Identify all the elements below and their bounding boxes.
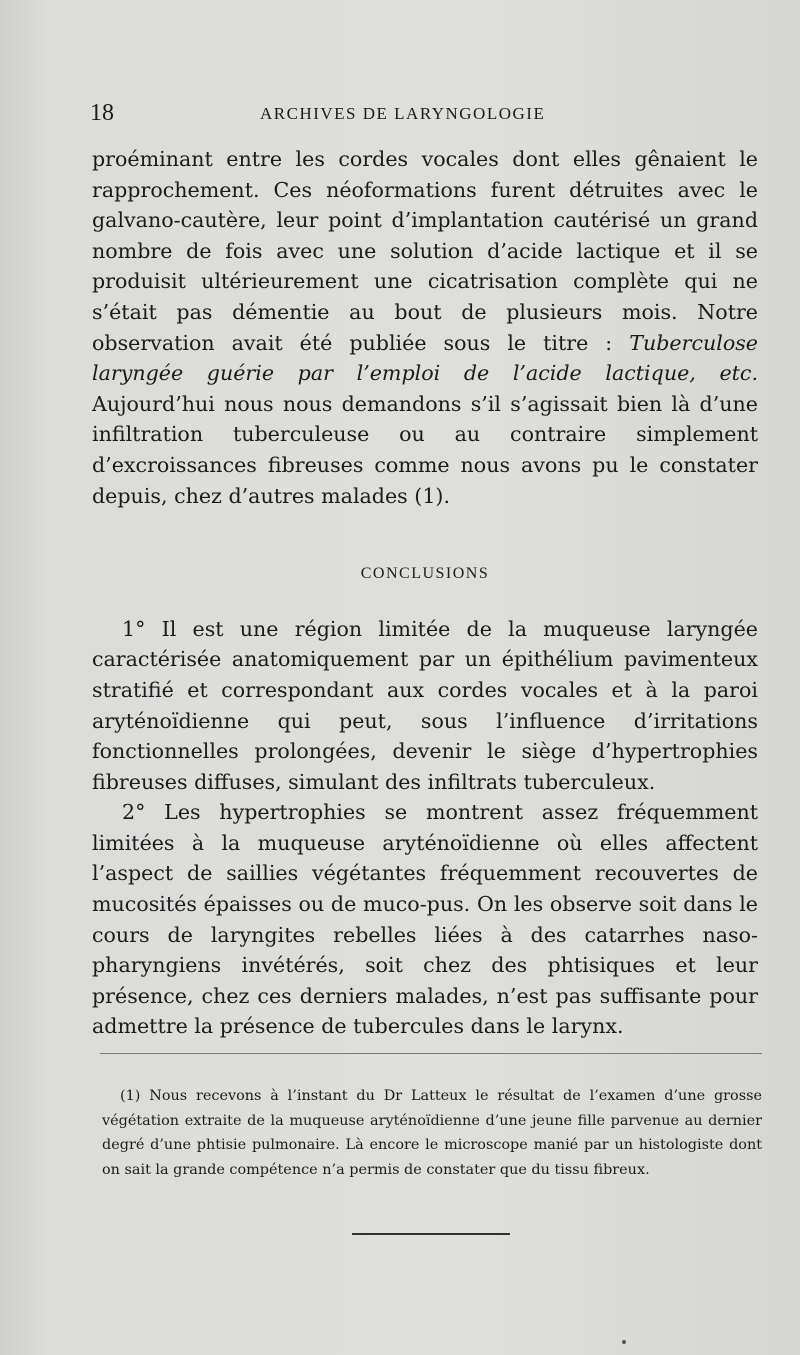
paragraph-continuation [92,144,758,511]
running-title: ARCHIVES DE LARYNGOLOGIE [260,104,546,123]
end-rule [352,1233,510,1235]
conclusion-2: 2° Les hypertrophies se montrent assez fréquemment limitées à la muqueuse aryténoïdienne où elles affectent l’aspect de saillies végétantes fréquemment recouvertes de mucosités épaisses ou de muco-pus. On les observe soit dans le cours de laryngites rebelles liées à des catarrhes naso-pharyngiens invétérés, soit chez des phtisiques et leur présence, chez ces derniers malades, n’est pas suffisante pour admettre la présence de tubercules dans le larynx. [92,800,758,1039]
footnote-divider [100,1053,762,1054]
ink-speck [622,1340,626,1344]
cited-title: Tuberculose laryngée guérie par l’emploi de l’acide lactique, etc. [92,330,758,386]
paragraph-text: proéminant entre les cordes vocales dont elles gênaient le rapprochement. Ces néoformations furent détruites avec le galvano-cautère, leur point d’implantation cautérisé un grand nombre de fois avec une solution d’acide lactique et il se produisit ultérieurement une cicatrisation complète qui ne s’était pas démentie au bout de plusieurs mois. Notre observation avait été publiée sous le titre : [92,147,758,355]
footnote: (1) Nous recevons à l’instant du Dr Latteux le résultat de l’examen d’une grosse végétation extraite de la muqueuse aryténoïdienne d’une jeune fille parvenue au dernier degré d’une phtisie pulmonaire. Là encore le microscope manié par un histologiste dont on sait la grande compétence n’a permis de constater que du tissu fibreux. [102,1088,762,1178]
paragraph-text: Aujourd’hui nous nous demandons s’il s’agissait bien là d’une infiltration tuberculeuse ou au contraire simplement d’excroissances fibreuses comme nous avons pu le constater depuis, chez d’autres malades (1). [92,391,758,508]
page-number: 18 [90,100,114,126]
conclusion-1: 1° Il est une région limitée de la muqueuse laryngée caractérisée anatomiquement par un épithélium pavimenteux stratifié et correspondant aux cordes vocales et à la paroi aryténoïdienne qui peut, sous l’influence d’irritations fonctionnelles prolongées, devenir le siège d’hypertrophies fibreuses diffuses, simulant des infiltrats tuberculeux. [92,616,758,794]
section-heading: CONCLUSIONS [360,565,490,583]
page-header [90,100,750,132]
main-text [92,144,758,1042]
